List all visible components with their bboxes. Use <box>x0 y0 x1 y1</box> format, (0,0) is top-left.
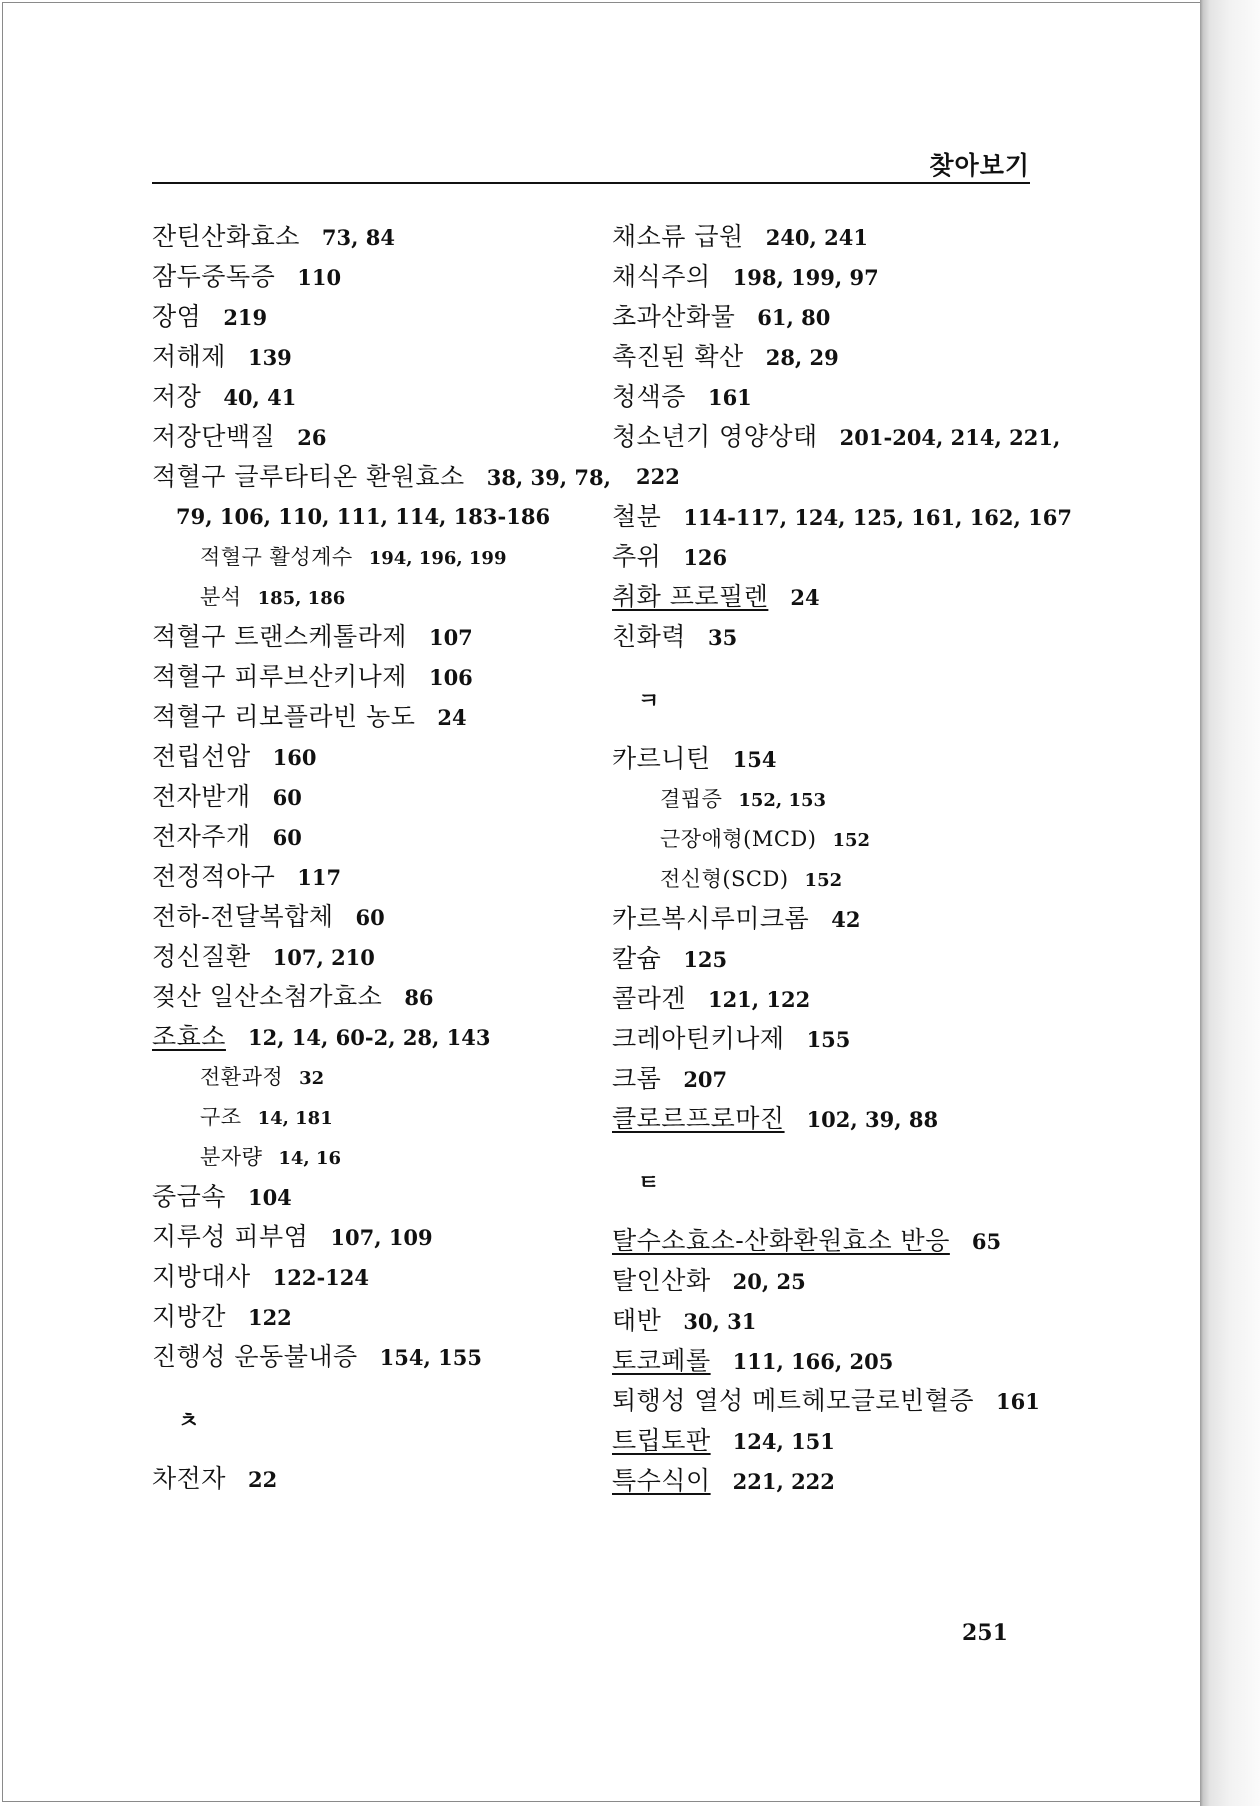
index-entry: 채식주의 198, 199, 97 <box>612 262 879 291</box>
index-entry: 크롬 207 <box>612 1064 728 1093</box>
index-entry: 정신질환 107, 210 <box>152 942 375 971</box>
index-subentry: 근장애형(MCD) 152 <box>660 827 871 851</box>
index-entry: 청소년기 영양상태 201-204, 214, 221, <box>612 422 1061 451</box>
index-entry: 지방간 122 <box>152 1302 292 1331</box>
index-entry: 장염 219 <box>152 302 268 331</box>
page-edge-shadow <box>1200 0 1260 1806</box>
index-entry: 탈인산화 20, 25 <box>612 1266 806 1295</box>
header-rule <box>152 182 1030 184</box>
index-entry: 탈수소효소-산화환원효소 반응 65 <box>612 1226 1002 1255</box>
index-subentry: 결핍증 152, 153 <box>660 787 827 811</box>
index-subentry: 분석 185, 186 <box>200 585 346 609</box>
index-entry: 카르복시루미크롬 42 <box>612 904 861 933</box>
index-entry: 토코페롤 111, 166, 205 <box>612 1346 894 1375</box>
index-entry-continuation: 79, 106, 110, 111, 114, 183-186 <box>176 504 551 529</box>
index-entry: 전정적아구 117 <box>152 862 342 891</box>
index-entry: 저장 40, 41 <box>152 382 297 411</box>
index-entry: 전자주개 60 <box>152 822 302 851</box>
running-header-title: 찾아보기 <box>929 151 1030 180</box>
index-entry: 잠두중독증 110 <box>152 262 342 291</box>
index-entry: 전하-전달복합체 60 <box>152 902 385 931</box>
index-entry: 태반 30, 31 <box>612 1306 757 1335</box>
index-subentry: 전환과정 32 <box>200 1065 325 1089</box>
index-entry: 취화 프로필렌 24 <box>612 582 820 611</box>
index-entry: 적혈구 피루브산키나제 106 <box>152 662 473 691</box>
index-entry: 전립선암 160 <box>152 742 317 771</box>
section-heading: ㅌ <box>638 1171 660 1196</box>
index-entry: 청색증 161 <box>612 382 752 411</box>
index-entry: 적혈구 리보플라빈 농도 24 <box>152 702 467 731</box>
index-entry: 클로르프로마진 102, 39, 88 <box>612 1104 939 1133</box>
index-entry: 카르니틴 154 <box>612 744 777 773</box>
index-subentry: 구조 14, 181 <box>200 1105 333 1129</box>
index-entry: 전자받개 60 <box>152 782 302 811</box>
index-entry: 지루성 피부염 107, 109 <box>152 1222 433 1251</box>
index-entry: 초과산화물 61, 80 <box>612 302 831 331</box>
index-entry: 추위 126 <box>612 542 728 571</box>
index-entry: 채소류 급원 240, 241 <box>612 222 868 251</box>
index-entry: 진행성 운동불내증 154, 155 <box>152 1342 482 1371</box>
page-number: 251 <box>962 1620 1008 1646</box>
index-entry: 잔틴산화효소 73, 84 <box>152 222 395 251</box>
index-entry: 크레아틴키나제 155 <box>612 1024 851 1053</box>
index-entry: 적혈구 글루타티온 환원효소 38, 39, 78, <box>152 462 611 491</box>
index-entry: 적혈구 트랜스케톨라제 107 <box>152 622 473 651</box>
index-entry: 저해제 139 <box>152 342 292 371</box>
index-subentry: 전신형(SCD) 152 <box>660 867 843 891</box>
index-entry: 젖산 일산소첨가효소 86 <box>152 982 434 1011</box>
index-entry: 콜라겐 121, 122 <box>612 984 811 1013</box>
index-subentry: 분자량 14, 16 <box>200 1145 341 1169</box>
index-entry: 퇴행성 열성 메트헤모글로빈혈증 161 <box>612 1386 1040 1415</box>
index-entry: 친화력 35 <box>612 622 738 651</box>
section-heading: ㅊ <box>178 1409 200 1434</box>
index-entry: 특수식이 221, 222 <box>612 1466 835 1495</box>
index-entry: 철분 114-117, 124, 125, 161, 162, 167 <box>612 502 1072 531</box>
index-entry: 조효소 12, 14, 60-2, 28, 143 <box>152 1022 491 1051</box>
index-entry: 촉진된 확산 28, 29 <box>612 342 839 371</box>
index-entry: 칼슘 125 <box>612 944 728 973</box>
index-entry: 중금속 104 <box>152 1182 292 1211</box>
index-entry: 차전자 22 <box>152 1464 278 1493</box>
index-entry: 저장단백질 26 <box>152 422 327 451</box>
index-entry: 지방대사 122-124 <box>152 1262 369 1291</box>
index-subentry: 적혈구 활성계수 194, 196, 199 <box>200 545 507 569</box>
index-entry-continuation: 222 <box>636 464 680 489</box>
section-heading: ㅋ <box>638 689 660 714</box>
index-entry: 트립토판 124, 151 <box>612 1426 835 1455</box>
